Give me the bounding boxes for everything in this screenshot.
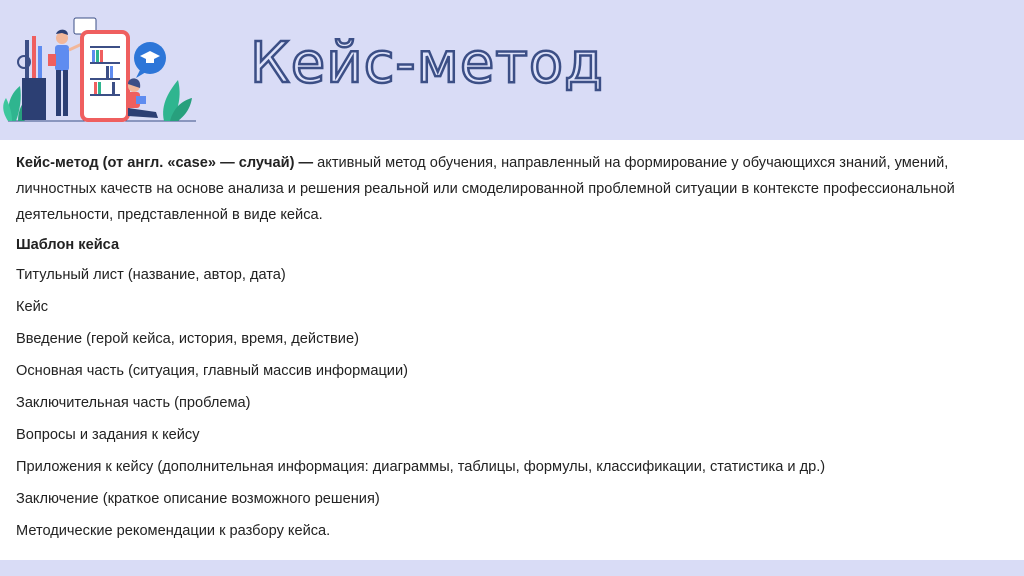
list-item: Заключение (краткое описание возможного решения) xyxy=(16,491,380,507)
list-item: Введение (герой кейса, история, время, действие) xyxy=(16,331,359,347)
list-item: Заключительная часть (проблема) xyxy=(16,395,251,411)
list-item: Методические рекомендации к разбору кейса. xyxy=(16,523,331,539)
list-item: Вопросы и задания к кейсу xyxy=(16,427,200,443)
standing-person-icon xyxy=(48,30,82,116)
graduation-chat-icon xyxy=(134,42,166,78)
template-heading: Шаблон кейса xyxy=(16,237,120,253)
list-item: Титульный лист (название, автор, дата) xyxy=(16,267,286,283)
page-title: Кейс-метод xyxy=(250,31,604,96)
definition-term: Кейс-метод (от англ. «case» — случай) — xyxy=(16,155,314,171)
education-illustration xyxy=(0,0,200,128)
list-item: Приложения к кейсу (дополнительная информация: диаграммы, таблицы, формулы, классификации, статистика и др.) xyxy=(16,459,826,475)
definition-text: активный метод обучения, направленный на формирование у обучающихся знаний, умений, личностных качеств на основе анализа и решения реальной или смоделированной проблемной ситуации в контексте профессиональной деятельности, представленной в виде кейса. xyxy=(16,155,955,223)
definition-paragraph xyxy=(16,150,1006,228)
plant-right-icon xyxy=(163,80,192,121)
list-item: Кейс xyxy=(16,299,49,315)
sitting-person-icon xyxy=(126,78,158,118)
list-item: Основная часть (ситуация, главный массив информации) xyxy=(16,363,408,379)
pencil-cup-icon xyxy=(18,36,46,120)
phone-bookshelf-icon xyxy=(82,32,128,120)
slide-content xyxy=(16,150,1006,547)
footer-band xyxy=(0,560,1024,576)
